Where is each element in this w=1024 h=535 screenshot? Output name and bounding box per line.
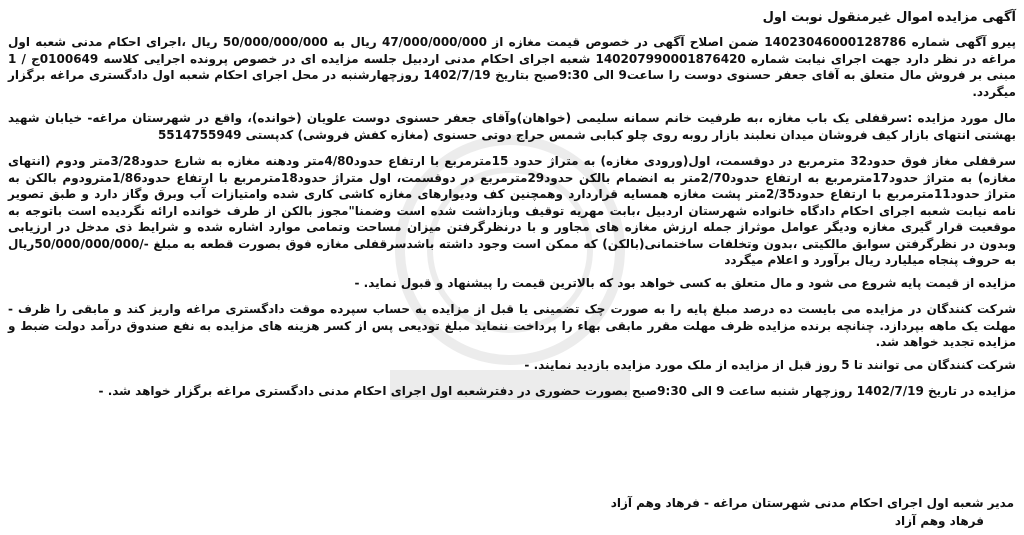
signature-block <box>10 494 1014 530</box>
auction-start-price-paragraph: مزایده از قیمت پایه شروع می شود و مال متعلق به کسی خواهد بود که بالاترین قیمت را پیشنهاد و قبول نماید. - <box>354 275 1016 290</box>
property-details-paragraph: سرقفلی مغاز فوق حدود32 مترمربع در دوقسمت، اول(ورودی مغازه) به متراژ حدود 15مترمربع با ارتفاع حدود4/80متر ودهنه مغازه به شارع حدود3/28متر ودوم (انتهای مغازه) به متراژ حدود17مترمربع به ارتفاع حدود2/70متر به انضمام بالکن حدود29مترمربع در دوقسمت، اول متراژ حدود18مترمربع با ارتفاع حدود1/86مترودوم بالکن به متراژ حدود11مترمربع با ارتفاع حدود2/35متر پشت مغازه همسایه قراردارد وهمچنین کف وديوارهای مغازه کاشی کاری شده وامتیازات آب وبرق وگاز دارد و طبق تصویر نامه نیابت شعبه اجرای احکام دادگاه خانواده شهرستان اردبیل ،بابت مهریه توقیف وبازداشت شده است وضمنا"مجوز بالکن از طرف خوانده ارائه نگردیده است باتوجه به موقعیت قرار گیری مغازه ودیگر عوامل موثراز جمله ارزش مغازه های مجاور و با درنظرگرفتن میزان مساحت وتمامی موارد اشاره شده و شرایط ذی مدخل در ارزیابی وبدون در نظرگرفتن سوابق مالکیتی ،بدون وتخلفات ساختمانی(بالکن) که ممکن است وجود داشته باشدسرقفلی مغازه فوق بصورت قطعه به مبلغ -/50/000/000/000ریال به حروف پنجاه میلیارد ریال برآورد و اعلام میگردد <box>8 154 1016 267</box>
visit-paragraph: شرکت کنندگان می توانند تا 5 روز قبل از مزایده از ملک مورد مزایده بازدید نمایند. - <box>524 357 1016 372</box>
signature-name: فرهاد وهم آزاد <box>894 514 984 528</box>
participant-deposit-paragraph: شرکت کنندگان در مزایده می بایست ده درصد مبلغ پایه را به صورت چک تضمینی یا قبل از مزایده به حساب سپرده موقت دادگستری مراغه واریز کند و مابقی را ظرف - مهلت یک ماهه بپردازد. چنانچه برنده مزایده ظرف مهلت مقرر مابقی بهاء را پرداخت ننماید مبلغ تودیعی پس از کسر هزینه های مزایده به نفع صندوق درآمد دولت ضبط و مزایده تجدید خواهد شد. <box>8 302 1016 349</box>
signature-title: مدیر شعبه اول اجرای احکام مدنی شهرستان مراغه - فرهاد وهم آزاد <box>610 496 1014 510</box>
notice-intro-paragraph: پیرو آگهی شماره 14023046000128786 ضمن اصلاح آگهی در خصوص قیمت مغازه از 47/000/000/000 ریال به 50/000/000/000 ریال ،اجرای احکام مدنی شعبه اول مراغه در نظر دارد جهت اجرای نیابت شماره 140207990001876420 شعبه اجرای احکام مدنی اردبیل جلسه مزایده ای در خصوص پرونده اجرایی کلاسه 0100649ج / 1 مبنی بر فروش مال متعلق به آقای جعفر حسنوی دوست را ساعت9 الی 9:30صبح بتاریخ 1402/7/19 روزچهارشنبه در محل اجرای احکام شعبه اول دادگستری مراغه برگزار میگردد. <box>8 35 1017 99</box>
property-description-paragraph: مال مورد مزایده :سرقفلی یک باب مغازه ،به طرفیت خانم سمانه سلیمی (خواهان)وآقای جعفر حسنوی دوست علویان (خوانده)، واقع در شهرستان مراغه- خیابان شهید بهشتی انتهای بازار کیف فروشان میدان نعلبند بازار روبه روی چلو کبابی شمس حراج دوتی حسنوی (مغازه کفش فروشی) کدپستی 5514755949 <box>8 111 1016 142</box>
auction-date-paragraph: مزایده در تاریخ 1402/7/19 روزچهار شنبه ساعت 9 الی 9:30صبح بصورت حضوری در دفترشعبه اول اجرای احکام مدنی دادگستری مراغه برگزار خواهد شد. - <box>98 384 1016 398</box>
notice-title: آگهی مزایده اموال غیرمنقول نوبت اول <box>762 10 1016 25</box>
